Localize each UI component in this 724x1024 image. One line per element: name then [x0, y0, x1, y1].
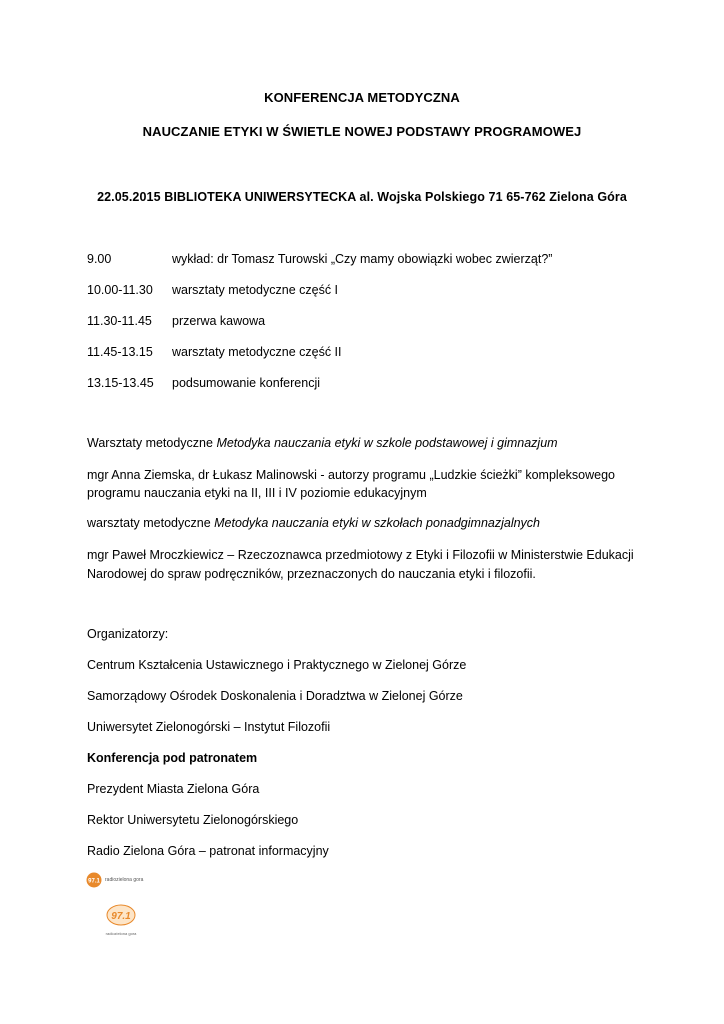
- schedule-time: 11.45-13.15: [87, 345, 153, 359]
- schedule-desc: wykład: dr Tomasz Turowski „Czy mamy obowiązki wobec zwierząt?”: [172, 252, 553, 266]
- workshop-2-heading: [87, 516, 540, 530]
- radio-logo-large: [104, 904, 138, 936]
- schedule-time: 9.00: [87, 252, 112, 266]
- organizer-item: Centrum Kształcenia Ustawicznego i Praktycznego w Zielonej Górze: [87, 658, 467, 672]
- organizer-item: Samorządowy Ośrodek Doskonalenia i Doradztwa w Zielonej Górze: [87, 689, 463, 703]
- radio-logo-small-text: radiozielona gora: [105, 877, 144, 883]
- radio-logo-large-mark-icon: [106, 904, 136, 926]
- patron-item: Prezydent Miasta Zielona Góra: [87, 782, 260, 796]
- workshop-1-prefix: Warsztaty metodyczne: [87, 436, 217, 450]
- schedule-desc: podsumowanie konferencji: [172, 376, 321, 390]
- workshop-2-prefix: warsztaty metodyczne: [87, 516, 215, 530]
- workshop-1-people-cont: programu nauczania etyki na II, III i IV poziomie edukacyjnym: [87, 486, 427, 500]
- schedule-desc: przerwa kawowa: [172, 314, 266, 328]
- workshop-2-people-cont: Narodowej do spraw podręczników, przeznaczonych do nauczania etyki i filozofii.: [87, 567, 536, 581]
- schedule-time: 13.15-13.45: [87, 376, 154, 390]
- date-place: 22.05.2015 BIBLIOTEKA UNIWERSYTECKA al. Wojska Polskiego 71 65-762 Zielona Góra: [97, 190, 627, 204]
- organizers-label: Organizatorzy:: [87, 627, 169, 641]
- schedule-desc: warsztaty metodyczne część I: [172, 283, 339, 297]
- schedule-time: 11.30-11.45: [87, 314, 152, 328]
- conference-subtitle: NAUCZANIE ETYKI W ŚWIETLE NOWEJ PODSTAWY PROGRAMOWEJ: [142, 124, 582, 139]
- workshop-1-title: Metodyka nauczania etyki w szkole podstawowej i gimnazjum: [216, 436, 558, 450]
- radio-logo-large-text: radiozielona gora: [105, 931, 137, 936]
- radio-logo-small-mark: 97.1: [88, 878, 100, 885]
- schedule-time: 10.00-11.30: [87, 283, 153, 297]
- workshop-2-people: mgr Paweł Mroczkiewicz – Rzeczoznawca przedmiotowy z Etyki i Filozofii w Ministerstwie Edukacji: [87, 548, 634, 562]
- organizer-item: Uniwersytet Zielonogórski – Instytut Filozofii: [87, 720, 331, 734]
- workshop-2-title: Metodyka nauczania etyki w szkołach ponadgimnazjalnych: [214, 516, 541, 530]
- patron-item: Rektor Uniwersytetu Zielonogórskiego: [87, 813, 299, 827]
- conference-title: KONFERENCJA METODYCZNA: [264, 90, 460, 105]
- patron-item: Radio Zielona Góra – patronat informacyjny: [87, 844, 329, 858]
- schedule-desc: warsztaty metodyczne część II: [172, 345, 342, 359]
- radio-logo-large-mark: 97.1: [111, 911, 131, 922]
- workshop-1-people: mgr Anna Ziemska, dr Łukasz Malinowski - autorzy programu „Ludzkie ścieżki” kompleksowego: [87, 468, 615, 482]
- radio-logo-small: [86, 872, 143, 888]
- radio-logo-mark-icon: [86, 872, 102, 888]
- patronage-label: Konferencja pod patronatem: [87, 751, 258, 765]
- workshop-1-heading: [87, 436, 558, 450]
